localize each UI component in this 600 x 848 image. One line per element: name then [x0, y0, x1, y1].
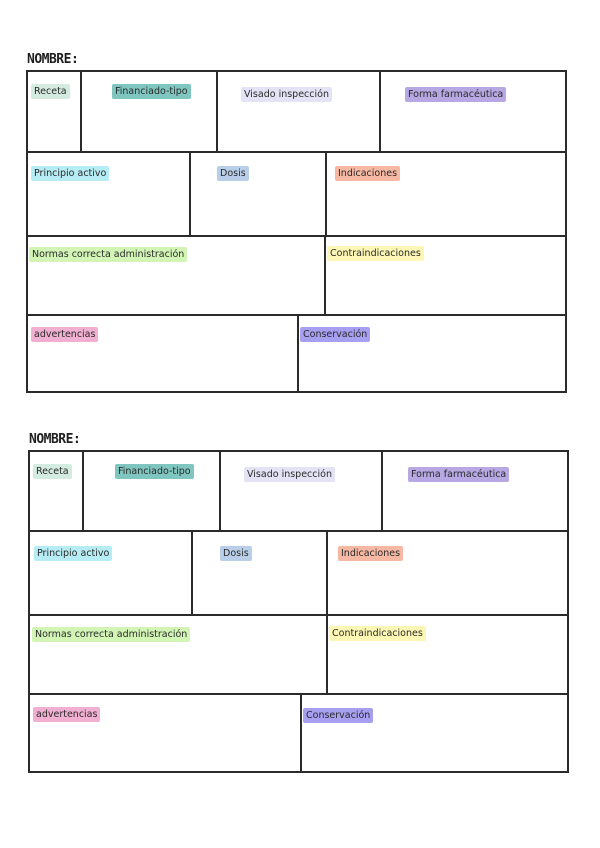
row-divider — [28, 235, 565, 237]
visado-inspeccion-label: Visado inspección — [244, 467, 335, 482]
normas-administracion-label: Normas correcta administración — [29, 247, 187, 262]
row-divider — [30, 530, 567, 532]
col-divider — [191, 530, 193, 614]
col-divider — [324, 235, 326, 314]
advertencias-label: advertencias — [31, 327, 98, 342]
principio-activo-label: Principio activo — [34, 546, 112, 561]
conservacion-label: Conservación — [303, 708, 373, 723]
col-divider — [189, 151, 191, 235]
advertencias-label: advertencias — [33, 707, 100, 722]
col-divider — [325, 151, 327, 235]
principio-activo-label: Principio activo — [31, 166, 109, 181]
receta-label: Receta — [33, 464, 72, 479]
col-divider — [381, 452, 383, 530]
row-divider — [30, 693, 567, 695]
col-divider — [82, 452, 84, 530]
normas-administracion-label: Normas correcta administración — [32, 627, 190, 642]
financiado-tipo-label: Financiado-tipo — [112, 84, 191, 99]
col-divider — [379, 72, 381, 151]
nombre-label: NOMBRE: — [27, 52, 79, 67]
col-divider — [216, 72, 218, 151]
col-divider — [219, 452, 221, 530]
contraindicaciones-label: Contraindicaciones — [327, 246, 424, 261]
forma-farmaceutica-label: Forma farmacéutica — [405, 87, 506, 102]
row-divider — [30, 614, 567, 616]
col-divider — [297, 314, 299, 393]
indicaciones-label: Indicaciones — [335, 166, 400, 181]
contraindicaciones-label: Contraindicaciones — [329, 626, 426, 641]
col-divider — [326, 530, 328, 614]
indicaciones-label: Indicaciones — [338, 546, 403, 561]
forma-farmaceutica-label: Forma farmacéutica — [408, 467, 509, 482]
card-grid — [26, 70, 567, 393]
nombre-label: NOMBRE: — [29, 432, 81, 447]
card-grid — [28, 450, 569, 773]
conservacion-label: Conservación — [300, 327, 370, 342]
col-divider — [300, 693, 302, 773]
col-divider — [80, 72, 82, 151]
financiado-tipo-label: Financiado-tipo — [115, 464, 194, 479]
dosis-label: Dosis — [217, 166, 249, 181]
dosis-label: Dosis — [220, 546, 252, 561]
receta-label: Receta — [31, 84, 70, 99]
col-divider — [326, 614, 328, 693]
visado-inspeccion-label: Visado inspección — [241, 87, 332, 102]
row-divider — [28, 151, 565, 153]
